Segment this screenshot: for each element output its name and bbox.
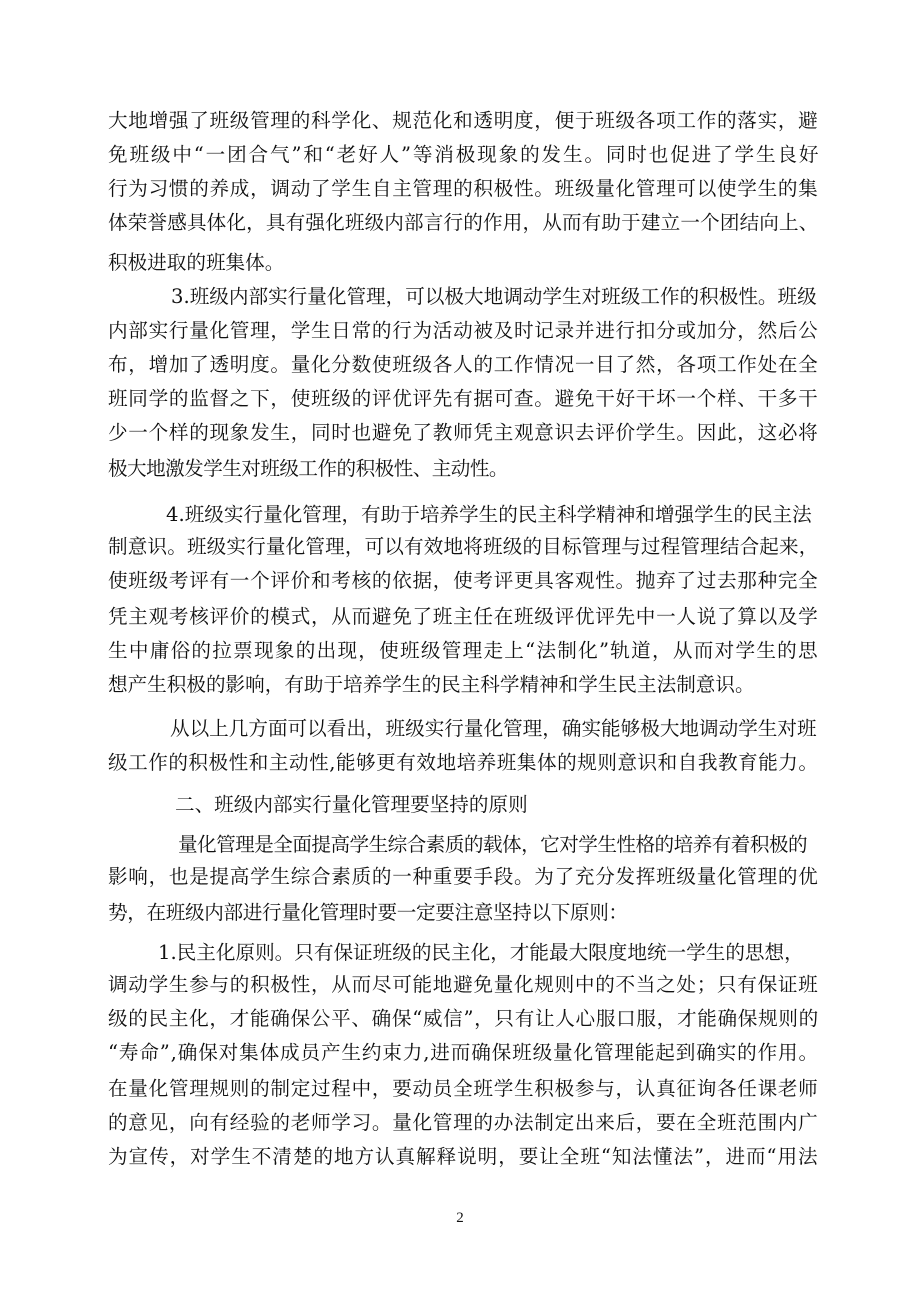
text-line: 的意见，向有经验的老师学习。量化管理的办法制定出来后，要在全班范围内广 [108,1111,819,1134]
text-line: 制意识。班级实行量化管理，可以有效地将班级的目标管理与过程管理结合起来， [108,535,819,558]
text-line: 为宣传，对学生不清楚的地方认真解释说明，要让全班“知法懂法”，进而“用法 [108,1145,819,1168]
text-line: 少一个样的现象发生，同时也避免了教师凭主观意识去评价学生。因此，这必将 [108,421,819,444]
text-line: 行为习惯的养成，调动了学生自主管理的积极性。班级量化管理可以使学生的集 [108,177,819,200]
text-line: 4.班级实行量化管理，有助于培养学生的民主科学精神和增强学生的民主法 [166,503,812,526]
text-line: 影响，也是提高学生综合素质的一种重要手段。为了充分发挥班级量化管理的优 [108,865,819,888]
page-number: 2 [456,1210,464,1226]
text-line: 内部实行量化管理，学生日常的行为活动被及时记录并进行扣分或加分，然后公 [108,319,819,342]
text-line: 在量化管理规则的制定过程中，要动员全班学生积极参与，认真征询各任课老师 [108,1077,819,1100]
text-line: 级工作的积极性和主动性,能够更有效地培养班集体的规则意识和自我教育能力。 [108,751,819,774]
text-line: 班同学的监督之下，使班级的评优评先有据可查。避免干好干坏一个样、干多干 [108,387,819,410]
text-line: “寿命”,确保对集体成员产生约束力,进而确保班级量化管理能起到确实的作用。 [108,1041,819,1064]
text-line: 从以上几方面可以看出，班级实行量化管理，确实能够极大地调动学生对班 [170,717,817,740]
text-line: 调动学生参与的积极性，从而尽可能地避免量化规则中的不当之处；只有保证班 [108,973,819,996]
text-line: 积极进取的班集体。 [108,251,285,274]
text-line: 生中庸俗的拉票现象的出现，使班级管理走上“法制化”轨道，从而对学生的思 [108,639,819,662]
text-line: 想产生积极的影响，有助于培养学生的民主科学精神和学生民主法制意识。 [108,673,755,696]
text-line: 极大地激发学生对班级工作的积极性、主动性。 [108,457,508,480]
text-line: 体荣誉感具体化，具有强化班级内部言行的作用，从而有助于建立一个团结向上、 [108,211,819,234]
text-line: 量化管理是全面提高学生综合素质的载体，它对学生性格的培养有着积极的 [178,833,808,856]
text-line: 级的民主化，才能确保公平、确保“威信”，只有让人心服口服，才能确保规则的 [108,1007,819,1030]
text-line: 大地增强了班级管理的科学化、规范化和透明度，便于班级各项工作的落实，避 [108,109,819,132]
text-line: 二、班级内部实行量化管理要坚持的原则 [175,793,528,816]
text-line: 布，增加了透明度。量化分数使班级各人的工作情况一目了然，各项工作处在全 [108,353,819,376]
text-line: 免班级中“一团合气”和“老好人”等消极现象的发生。同时也促进了学生良好 [108,143,821,166]
text-line: 凭主观考核评价的模式，从而避免了班主任在班级评优评先中一人说了算以及学 [108,605,819,628]
text-line: 1.民主化原则。只有保证班级的民主化，才能最大限度地统一学生的思想， [158,941,804,964]
text-line: 使班级考评有一个评价和考核的依据，使考评更具客观性。抛弃了过去那种完全 [108,569,819,592]
text-line: 3.班级内部实行量化管理，可以极大地调动学生对班级工作的积极性。班级 [171,285,817,308]
text-line: 势，在班级内部进行量化管理时要一定要注意坚持以下原则： [108,901,628,924]
